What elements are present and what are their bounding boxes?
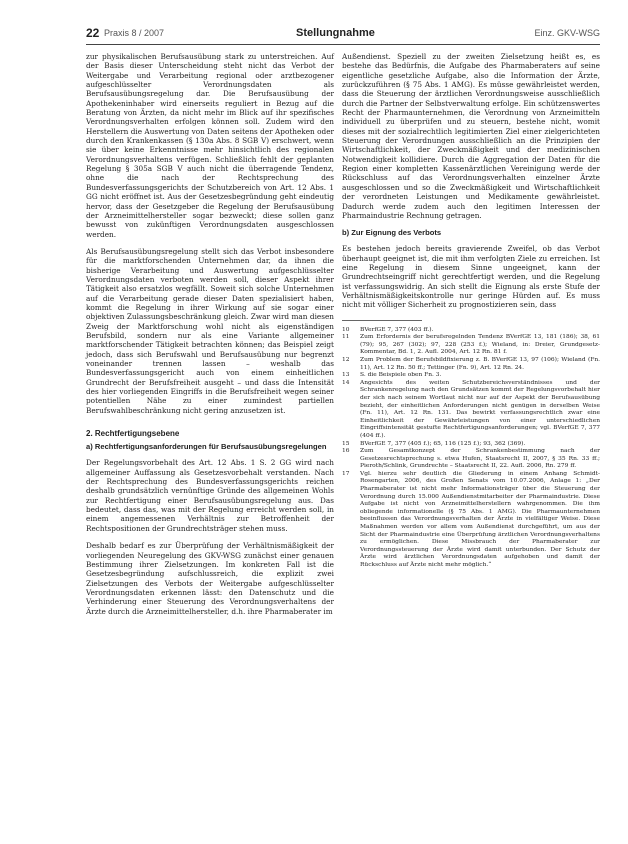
footnote-number: 17 — [342, 470, 350, 477]
paragraph: Es bestehen jedoch bereits gravierende Zweifel, ob das Verbot überhaupt geeignet ist, die mit ihm verfolgten Ziele zu erreichen. Ist eine Regelung in diesem Sinne ungeeignet, kann der Grundrechtseingriff nicht gerechtfertigt werden, und die Regelung ist verfassungswidrig. An sich stellt die Eignung als erste Stufe der Verhältnismäßigkeitskontrolle nur geringe Hürden auf. Es muss nicht mit völliger Sicherheit zu prognostizieren sein, dass — [342, 244, 600, 310]
footnote — [342, 448, 600, 471]
right-column — [342, 52, 600, 570]
paragraph: Der Regelungsvorbehalt des Art. 12 Abs. 1 S. 2 GG wird nach allgemeiner Auffassung als Gesetzesvorbehalt verstanden. Nach der Rechtsprechung des Bundesverfassungsgerichts reichen deshalb grundsätzlich vernünftige Gründe des allgemeinen Wohls zur Rechtfertigung einer Berufsausübungsregelung aus. Das bedeutet, dass das, was mit der Regelung erreicht werden soll, in einem angemessenen Verhältnis zur Betroffenheit der Rechtspositionen der Grundrechtsträger stehen muss. — [86, 458, 334, 533]
footnote-text: BVerfGE 7, 377 (403 ff.). — [360, 326, 434, 333]
page-header — [86, 26, 600, 44]
footnote-text: S. die Beispiele oben Fn. 3. — [360, 372, 442, 379]
footnote-number: 16 — [342, 448, 350, 455]
left-column — [86, 52, 334, 624]
header-rule — [86, 44, 600, 45]
footnote-number: 12 — [342, 356, 350, 363]
footnote-number: 15 — [342, 440, 350, 447]
paragraph: zur physikalischen Berufsausübung stark zu unterstreichen. Auf der Basis dieser Unterscheidung steht nicht das Verbot der Weitergabe und Verarbeitung regional oder arztbezogener aufgeschlüsselter Verordnungsdaten als Berufsausübungsregelung dar. Die Berufsausübung der Apothekeninhaber wird einerseits reguliert in Bezug auf die Beratung von Ärzten, da nicht mehr im Blick auf ihr spezifisches Verordnungsverhalten erfolgen können soll. Zudem wird den Herstellern die Auswertung von Daten seitens der Apotheken oder durch den Krankenkassen (§ 130a Abs. 8 SGB V) erschwert, wenn sie über keine Erkenntnisse mehr hinsichtlich des regionalen Verordnungsverhaltens verfügen. Schließlich fehlt der geplanten Regelung § 305a SGB V auch nicht die überragende Tendenz, ohne die nach der Rechtsprechung des Bundesverfassungsgerichts der Schutzbereich von Art. 12 Abs. 1 GG nicht eröffnet ist. Aus der Gesetzesbegründung geht eindeutig hervor, dass der Gesetzgeber die Regelung der Berufsausübung der Arzneimittelhersteller sogar bezweckt; diese sollen ganz bewusst von zukünftigen Verordnungsdaten ausgeschlossen werden. — [86, 52, 334, 239]
footnote — [342, 441, 600, 449]
journal-label: Einz. GKV-WSG — [534, 28, 600, 38]
paragraph: Deshalb bedarf es zur Überprüfung der Verhältnismäßigkeit der vorliegenden Neuregelung des GKV-WSG zunächst einer genauen Bestimmung ihrer Zielsetzungen. Im konkreten Fall ist die Gesetzesbegründung aufschlussreich, die explizit zwei Zielsetzungen des Verbots der Weitergabe aufgeschlüsselter Verordnungsdaten erkennen lässt: den Datenschutz und die Verhinderung einer Steuerung des Verordnungsverhaltens der Ärzte durch die Arzneimittelhersteller, d.h. ihre Pharmaberater im — [86, 541, 334, 616]
paragraph: Als Berufsausübungsregelung stellt sich das Verbot insbesondere für die marktforschenden Unternehmen dar, da ihnen die bisherige Verarbeitung und Auswertung aufgeschlüsselter Verordnungsdaten verboten werden soll, dieser Aspekt ihrer Tätigkeit also ersatzlos wegfällt. Soweit sich solche Unternehmen auf die Verarbeitung gerade dieser Daten spezialisiert haben, kommt die Regelung in ihrer Wirkung auf sie sogar einer objektiven Zulassungsbeschränkung gleich. Zwar wird man diesen Zweig der Marktforschung wohl nicht als eigenständigen Berufsbild, sondern nur als eine Variante allgemeiner marktforschender Tätigkeit betrachten können; das Beispiel zeigt jedoch, dass sich Berufswahl und Berufsausübung nur begrenzt voneinander trennen lassen – weshalb das Bundesverfassungsgericht auch von einem einheitlichen Grundrecht der Berufsfreiheit ausgeht – und dass die Intensität des hier vorliegenden Eingriffs in die Berufsfreiheit wegen seiner potentiellen Nähe zu einer zumindest partiellen Berufswahlbeschränkung nicht gering anzusetzen ist. — [86, 246, 334, 415]
subsection-heading: b) Zur Eignung des Verbots — [342, 228, 442, 238]
footnote-number: 14 — [342, 379, 350, 386]
footnote-number: 10 — [342, 326, 350, 333]
footnote — [342, 357, 600, 372]
footnote — [342, 471, 600, 570]
footnote-number: 11 — [342, 334, 350, 341]
section-title: Stellungnahme — [296, 27, 375, 39]
footnote-text: Vgl. hierzu sehr deutlich die Gliederung in einem Anhang Schmidt-Rosengarten, 2006, des Großen Senats vom 10.07.2006, Anlage 1: „Der Pharmaberater ist nicht mehr Informationsträger über die Steuerung der Verordnung durch 15.000 Außendienstmitarbeiter der Pharmaindustrie. Diese Aufgabe ist nicht von Arzneimittelherstellern wahrgenommen. Die ihm obliegende informationelle (§ 75 Abs. 1 AMG). Die Pharmaunternehmen beeinflussen das Verordnungsverhalten der Ärzte in vielfältiger Weise. Diese Maßnahmen werden vor allem vom Außendienst durchgeführt, um aus der Sicht der Pharmaindustrie eine Überprüfung ärztlichen Verordnungsverhaltens zu ermöglichen. Diese Missbrauch der Pharmaberater zur Verordnungssteuerung der Ärzte wird damit unterbunden. Der Schutz der Ärzte wird ärztlichen Verordnungsdaten aufgehoben und damit der Rückschluss auf Ärzte nicht mehr möglich.“ — [360, 470, 600, 568]
footnote — [342, 372, 600, 380]
paragraph: Außendienst. Speziell zu der zweiten Zielsetzung heißt es, es bestehe das Bedürfnis, die Aufgabe des Pharmaberaters auf seine eigentliche gesetzliche Aufgabe, also die Information der Ärzte, zurückzuführen (§ 75 Abs. 1 AMG). Es müsse gewährleistet werden, dass die Steuerung der ärztlichen Verordnungsweise ausschließlich durch die Partner der Selbstverwaltung erfolge. Ein schützenswertes Recht der Pharmaunternehmen, die Verordnung von Arzneimitteln individuell zu überprüfen und zu steuern, bestehe nicht, womit dieses mit der sozialrechtlich legitimierten Ziel einer zielgerichteten Steuerung der Verordnungen ausschließlich an die Prinzipien der Wirtschaftlichkeit, der Zweckmäßigkeit und der medizinischen Notwendigkeit kollidiere. Durch die Aggregation der Daten für die Region einer kompletten Kassenärztlichen Vereinigung werde der Rückschluss auf das Verordnungsverhalten einzelner Ärzte ausgeschlossen und so die Zweckmäßigkeit und Wirtschaftlichkeit der verordneten Leistungen und Medikamente gewährleistet. Dadurch werde zudem auch den legitimen Interessen der Pharmaindustrie Rechnung getragen. — [342, 52, 600, 220]
footnote-text: BVerfGE 7, 377 (405 f.); 65, 116 (125 f.); 93, 362 (369). — [360, 440, 526, 447]
footnote — [342, 380, 600, 441]
footnote-text: Zum Erfordernis der berufsregelnden Tendenz BVerfGE 13, 181 (186); 38, 61 (79); 95, 267 (302); 97, 228 (253 f.); Wieland, in: Dreier, Grundgesetz-Kommentar, Bd. 1, 2. Aufl. 2004, Art. 12 Rn. 81 f. — [360, 334, 600, 356]
footnote-text: Zum Problem der Berufsbildfixierung z. B. BVerfGE 13, 97 (106); Wieland (Fn. 11), Art. 12 Rn. 50 ff.; Tettinger (Fn. 9), Art. 12 Rn. 24. — [360, 356, 600, 371]
footnote-text: Angesichts des weiten Schutzbereichsverständnisses und der Schrankenregelung nach den Grundsätzen kommt der Regelungsvorbehalt hier der sich nach seinem Wortlaut nicht nur auf der Aspekt der Berufsausübung bezieht, der einheitlichen Anforderungen nicht genügen in derselben Weise (Fn. 11), Art. 12 Rn. 131. Das bewirkt verfassungsrechtlich zwar eine Einheitlichkeit der Gewährleistungen von einer unterschiedlichen Eingriffsintensität gestufte Rechtfertigungsanforderungen; vgl. BVerfGE 7, 377 (404 ff.). — [360, 379, 600, 439]
footnote — [342, 334, 600, 357]
page-number: 22 — [86, 26, 100, 40]
footnotes — [342, 327, 600, 570]
publication-label: Praxis 8 / 2007 — [104, 28, 165, 38]
footnote-text: Zum Gesamtkonzept der Schrankenbestimmung nach der Gesetzesrechtsprechung s. etwa Hufen, Staatsrecht II, 2007, § 35 Rn. 33 ff.; Pieroth/Schlink, Grundrechte – Staatsrecht II, 22. Aufl. 2006, Rn. 279 ff. — [360, 448, 600, 470]
section-heading: 2. Rechtfertigungsebene — [86, 429, 180, 439]
subsection-heading: a) Rechtfertigungsanforderungen für Berufsausübungsregelungen — [86, 442, 327, 452]
footnote-number: 13 — [342, 372, 350, 379]
footnote-rule — [342, 320, 422, 321]
